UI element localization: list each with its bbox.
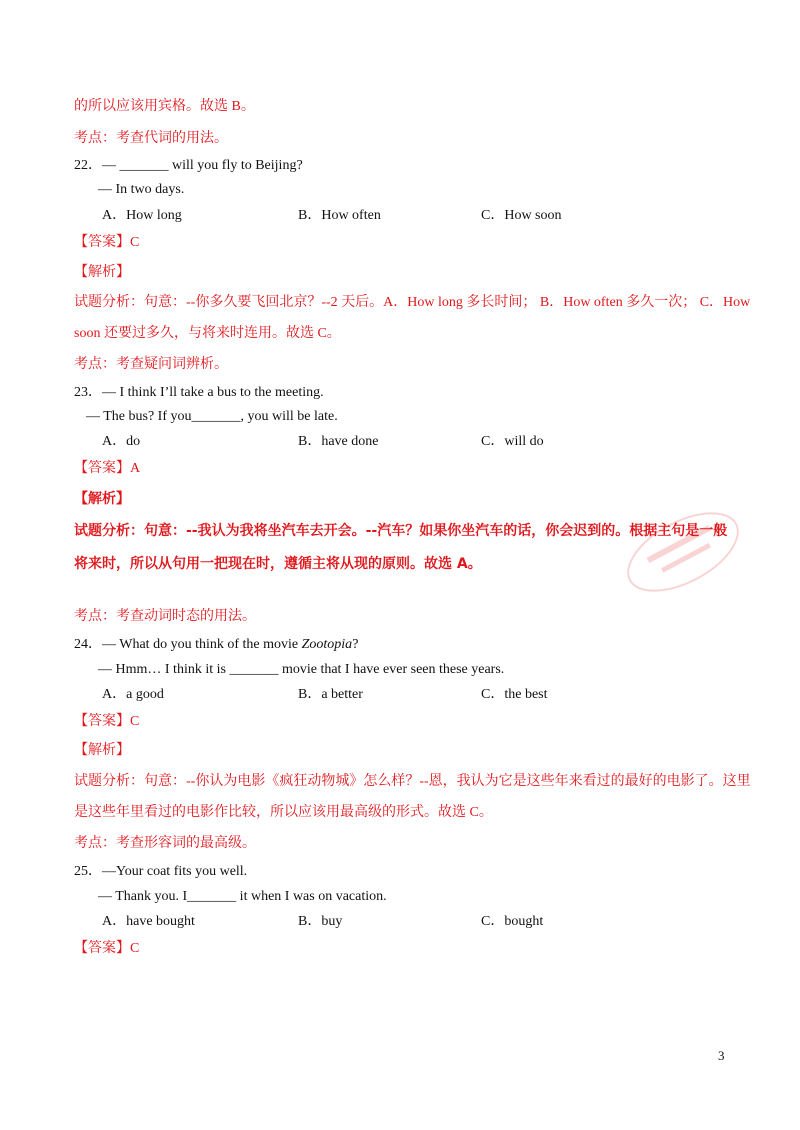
q22-option-b: B．How often xyxy=(298,208,381,223)
q22-explanation-line2: soon 还要过多久，与将来时连用。故选 C。 xyxy=(74,326,341,341)
q25-reply: — Thank you. I_______ it when I was on vacation. xyxy=(98,889,387,904)
q24-analysis-label: 【解析】 xyxy=(74,743,130,758)
q25-option-a: A．have bought xyxy=(102,914,195,929)
q23-explanation-line1: 试题分析：句意：--我认为我将坐汽车去开会。--汽车？如果你坐汽车的话，你会迟到的。根据主句是一般 xyxy=(74,523,728,539)
q22-reply: — In two days. xyxy=(98,182,185,197)
q22-option-a: A．How long xyxy=(102,208,182,223)
q23-point: 考点：考查动词时态的用法。 xyxy=(74,609,256,624)
q22-option-c: C．How soon xyxy=(481,208,562,223)
q23-reply: — The bus? If you_______, you will be late. xyxy=(86,409,338,424)
q24-explanation-line1: 试题分析：句意：--你认为电影《疯狂动物城》怎么样？--恩，我认为它是这些年来看过的最好的电影了。这里 xyxy=(74,774,751,789)
q24-answer: 【答案】C xyxy=(74,714,140,729)
q23-option-b: B．have done xyxy=(298,434,379,449)
q24-reply: — Hmm… I think it is _______ movie that I have ever seen these years. xyxy=(98,662,505,677)
q24-option-c: C．the best xyxy=(481,687,548,702)
q24-stem-pre: 24．— What do you think of the movie xyxy=(74,637,302,652)
q25-option-c: C．bought xyxy=(481,914,544,929)
q22-analysis-label: 【解析】 xyxy=(74,265,130,280)
prev-explanation-tail: 的所以应该用宾格。故选 B。 xyxy=(74,99,255,114)
q23-analysis-label: 【解析】 xyxy=(74,491,130,507)
q25-answer: 【答案】C xyxy=(74,941,140,956)
q24-explanation-line2: 是这些年里看过的电影作比较，所以应该用最高级的形式。故选 C。 xyxy=(74,805,493,820)
page-number: 3 xyxy=(718,1048,725,1063)
q24-option-b: B．a better xyxy=(298,687,363,702)
q22-answer: 【答案】C xyxy=(74,235,140,250)
q24-movie-title: Zootopia xyxy=(301,637,353,652)
q23-option-c: C．will do xyxy=(481,434,544,449)
q23-explanation-line2: 将来时，所以从句用一把现在时，遵循主将从现的原则。故选 A。 xyxy=(74,556,482,572)
q22-stem: 22．— _______ will you fly to Beijing? xyxy=(74,158,303,173)
q23-answer: 【答案】A xyxy=(74,461,141,476)
prev-point: 考点：考查代词的用法。 xyxy=(74,131,228,146)
q24-stem xyxy=(74,636,358,654)
q22-point: 考点：考查疑问词辨析。 xyxy=(74,357,228,372)
q23-option-a: A．do xyxy=(102,434,141,449)
q23-stem: 23．— I think I’ll take a bus to the meeting. xyxy=(74,385,324,400)
q24-point: 考点：考查形容词的最高级。 xyxy=(74,836,256,851)
q25-stem: 25．—Your coat fits you well. xyxy=(74,864,248,879)
q24-stem-post: ? xyxy=(352,637,359,652)
q22-explanation-line1: 试题分析：句意：--你多久要飞回北京？--2 天后。A．How long 多长时间； B．How often 多久一次； C．How xyxy=(74,295,751,310)
q24-option-a: A．a good xyxy=(102,687,164,702)
q25-option-b: B．buy xyxy=(298,914,343,929)
watermark-stamp xyxy=(607,486,759,618)
